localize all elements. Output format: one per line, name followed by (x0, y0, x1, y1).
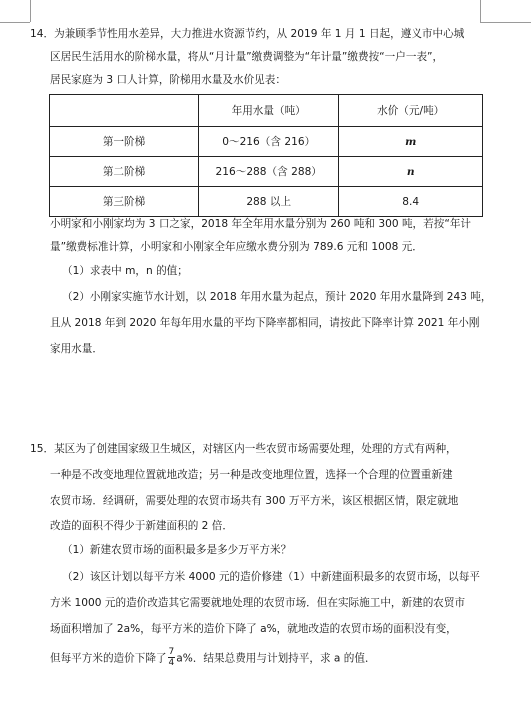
q15-part-2-line-2: 方米 1000 元的造价改造其它需要就地处理的农贸市场．但在实际施工中，新建的农贸市 (50, 597, 466, 609)
tier-price: 8.4 (339, 187, 483, 217)
q15-part-1: （1）新建农贸市场的面积最多是多少万平方米？ (62, 544, 292, 556)
tier-label: 第二阶梯 (50, 157, 199, 187)
q14-line-5: 量”缴费标准计算，小明家和小刚家全年应缴水费分别为 789.6 元和 1008 元． (50, 241, 423, 253)
q15-line-1: 15．某区为了创建国家级卫生城区，对辖区内一些农贸市场需要处理，处理的方式有两种， (30, 443, 457, 455)
tier-volume: 0～216（含 216） (199, 127, 339, 157)
q15-line-4-start: 但每平方米的造价下降了 (50, 652, 167, 665)
q14-line-3: 居民家庭为 3 口人计算，阶梯用水量及水价见表： (50, 74, 286, 86)
q15-line-2: 一种是不改变地理位置就地改造；另一种是改变地理位置，选择一个合理的位置重新建 (50, 469, 453, 481)
tier-label: 第三阶梯 (50, 187, 199, 217)
q15-part-2-line-1: （2）该区计划以每平方米 4000 元的造价修建（1）中新建面积最多的农贸市场，以每平 (62, 571, 480, 583)
table-row (50, 157, 483, 187)
q14-line-2: 区居民生活用水的阶梯水量，将从“月计量”缴费调整为“年计量”缴费按“一户一表”， (50, 51, 444, 63)
tier-price: m (339, 127, 483, 157)
tier-volume: 216～288（含 288） (199, 157, 339, 187)
q14-line-4: 小明家和小刚家均为 3 口之家，2018 年全年用水量分别为 260 吨和 300 吨，若按“年计 (50, 218, 472, 230)
q15-line-3: 农贸市场．经调研，需要处理的农贸市场共有 300 万平方米，该区根据区情，限定就地 (50, 495, 459, 507)
crop-mark-top-left-v (30, 0, 31, 22)
q15-line-4-end: a%．结果总费用与计划持平，求 a 的值． (176, 652, 376, 665)
table-header-price: 水价（元/吨） (339, 95, 483, 127)
water-price-table (49, 94, 483, 217)
q14-part-2-line-1: （2）小刚家实施节水计划，以 2018 年用水量为起点，预计 2020 年用水量降到 243 吨， (62, 291, 492, 303)
q15-part-2-line-4 (50, 648, 376, 669)
q14-line-1: 14．为兼顾季节性用水差异，大力推进水资源节约，从 2019 年 1 月 1 日起，遵义市中心城 (30, 28, 465, 40)
q14-part-1: （1）求表中 m，n 的值； (62, 265, 188, 277)
table-row (50, 187, 483, 217)
q15-line-4: 改造的面积不得少于新建面积的 2 倍． (50, 520, 233, 532)
crop-mark-top-left-h (0, 22, 30, 23)
tier-volume: 288 以上 (199, 187, 339, 217)
table-row (50, 127, 483, 157)
fraction-denominator: 4 (168, 658, 175, 668)
table-header-row (50, 95, 483, 127)
q14-part-2-line-2: 且从 2018 年到 2020 年每年用水量的平均下降率都相同，请按此下降率计算 2021 年小刚 (50, 317, 480, 329)
q14-part-2-line-3: 家用水量． (50, 343, 103, 355)
crop-mark-top-right-h (480, 22, 531, 23)
table-header-empty (50, 95, 199, 127)
q15-part-2-line-3: 场面积增加了 2a%，每平方米的造价下降了 a%，就地改造的农贸市场的面积没有变， (50, 623, 457, 635)
fraction-seven-fourths (168, 647, 176, 668)
tier-price: n (339, 157, 483, 187)
fraction-numerator: 7 (168, 647, 175, 657)
crop-mark-top-right-v (480, 0, 481, 22)
table-header-volume: 年用水量（吨） (199, 95, 339, 127)
tier-label: 第一阶梯 (50, 127, 199, 157)
